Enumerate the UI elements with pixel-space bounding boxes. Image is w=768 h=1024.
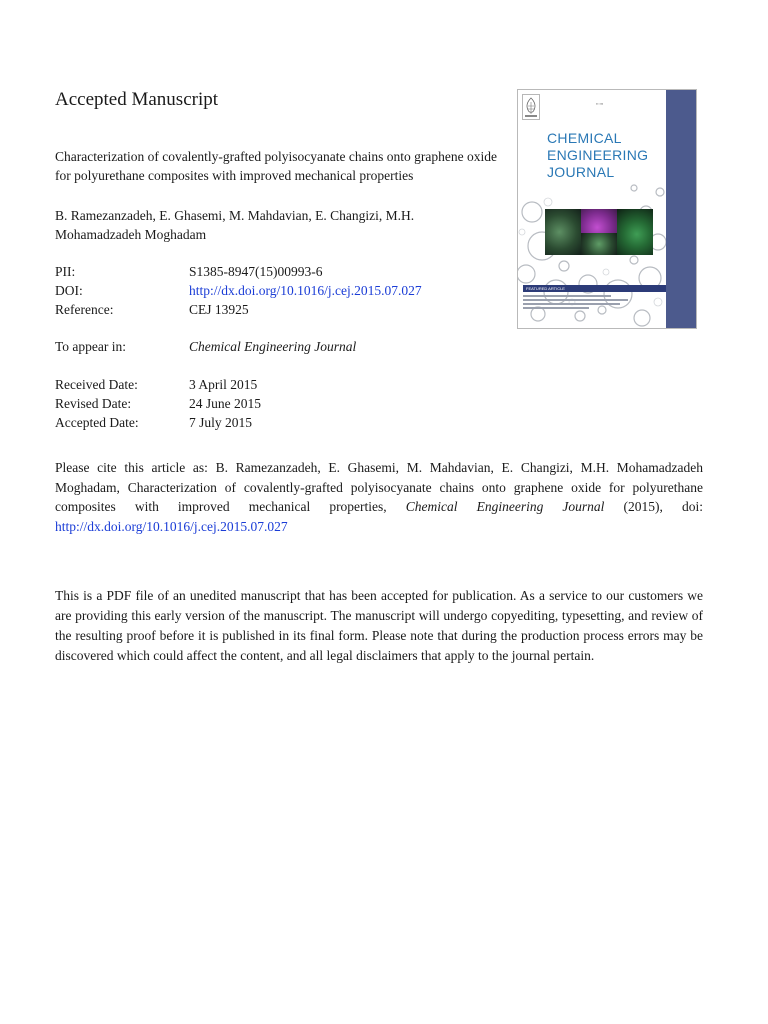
cover-featured-text [523,295,633,311]
cover-featured-label: FEATURED ARTICLE [523,285,666,292]
revised-value: 24 June 2015 [189,396,261,411]
reference-row [55,300,249,319]
citation-text: Please cite this article as: B. Ramezanzadeh, E. Ghasemi, M. Mahdavian, E. Changizi, M.H. Mohamadzadeh Moghadam, Characterization of covalently-grafted polyisocyanate chains onto graphene oxide for polyurethane composites with improved mechanical properties, [55,460,703,514]
accepted-value: 7 July 2015 [189,415,253,430]
citation-doi-link[interactable]: http://dx.doi.org/10.1016/j.cej.2015.07.027 [55,518,288,534]
pii-label: PII: [55,264,76,279]
received-row [55,375,257,394]
received-value: 3 April 2015 [189,377,258,392]
revised-label: Revised Date: [55,396,132,411]
reference-label: Reference: [55,302,114,317]
publisher-logo-icon [522,94,540,120]
article-title: Characterization of covalently-grafted polyisocyanate chains onto graphene oxide for polyurethane composites with improved mechanical properties [55,149,497,183]
revised-row [55,394,261,413]
doi-link[interactable]: http://dx.doi.org/10.1016/j.cej.2015.07.027 [189,283,422,298]
pii-row [55,262,323,281]
journal-name: Chemical Engineering Journal [189,339,357,354]
citation-paragraph [55,458,703,536]
page-heading: Accepted Manuscript [55,89,219,110]
appear-label: To appear in: [55,339,127,354]
reference-value: CEJ 13925 [189,302,249,317]
journal-cover [517,89,697,329]
citation-year-doi: (2015), doi: [604,499,703,514]
cover-journal-title [547,130,648,181]
author-list: B. Ramezanzadeh, E. Ghasemi, M. Mahdavian, E. Changizi, M.H. Mohamadzadeh Moghadam [55,208,415,242]
doi-row [55,281,422,300]
cover-title-line-3: JOURNAL [547,164,615,180]
cover-title-line-1: CHEMICAL [547,130,622,146]
pii-value: S1385-8947(15)00993-6 [189,264,323,279]
citation-journal: Chemical Engineering Journal [405,499,605,514]
cover-title-line-2: ENGINEERING [547,147,649,163]
cover-issn-mark: ▪▪ ▪▪▪ [596,102,604,106]
disclaimer-paragraph: This is a PDF file of an unedited manuscript that has been accepted for publication. As a service to our customers we are providing this early version of the manuscript. The manuscript will undergo copyediting, typesetting, and review of the resulting proof before it is published in its final form. Please note that during the production process errors may be discovered which could affect the content, and all legal disclaimers that apply to the journal pertain. [55,588,703,663]
cover-side-band [666,90,696,328]
cover-micrograph-images [545,209,653,255]
received-label: Received Date: [55,377,138,392]
doi-label: DOI: [55,283,83,298]
accepted-row [55,413,252,432]
appear-row [55,337,356,356]
accepted-label: Accepted Date: [55,415,139,430]
